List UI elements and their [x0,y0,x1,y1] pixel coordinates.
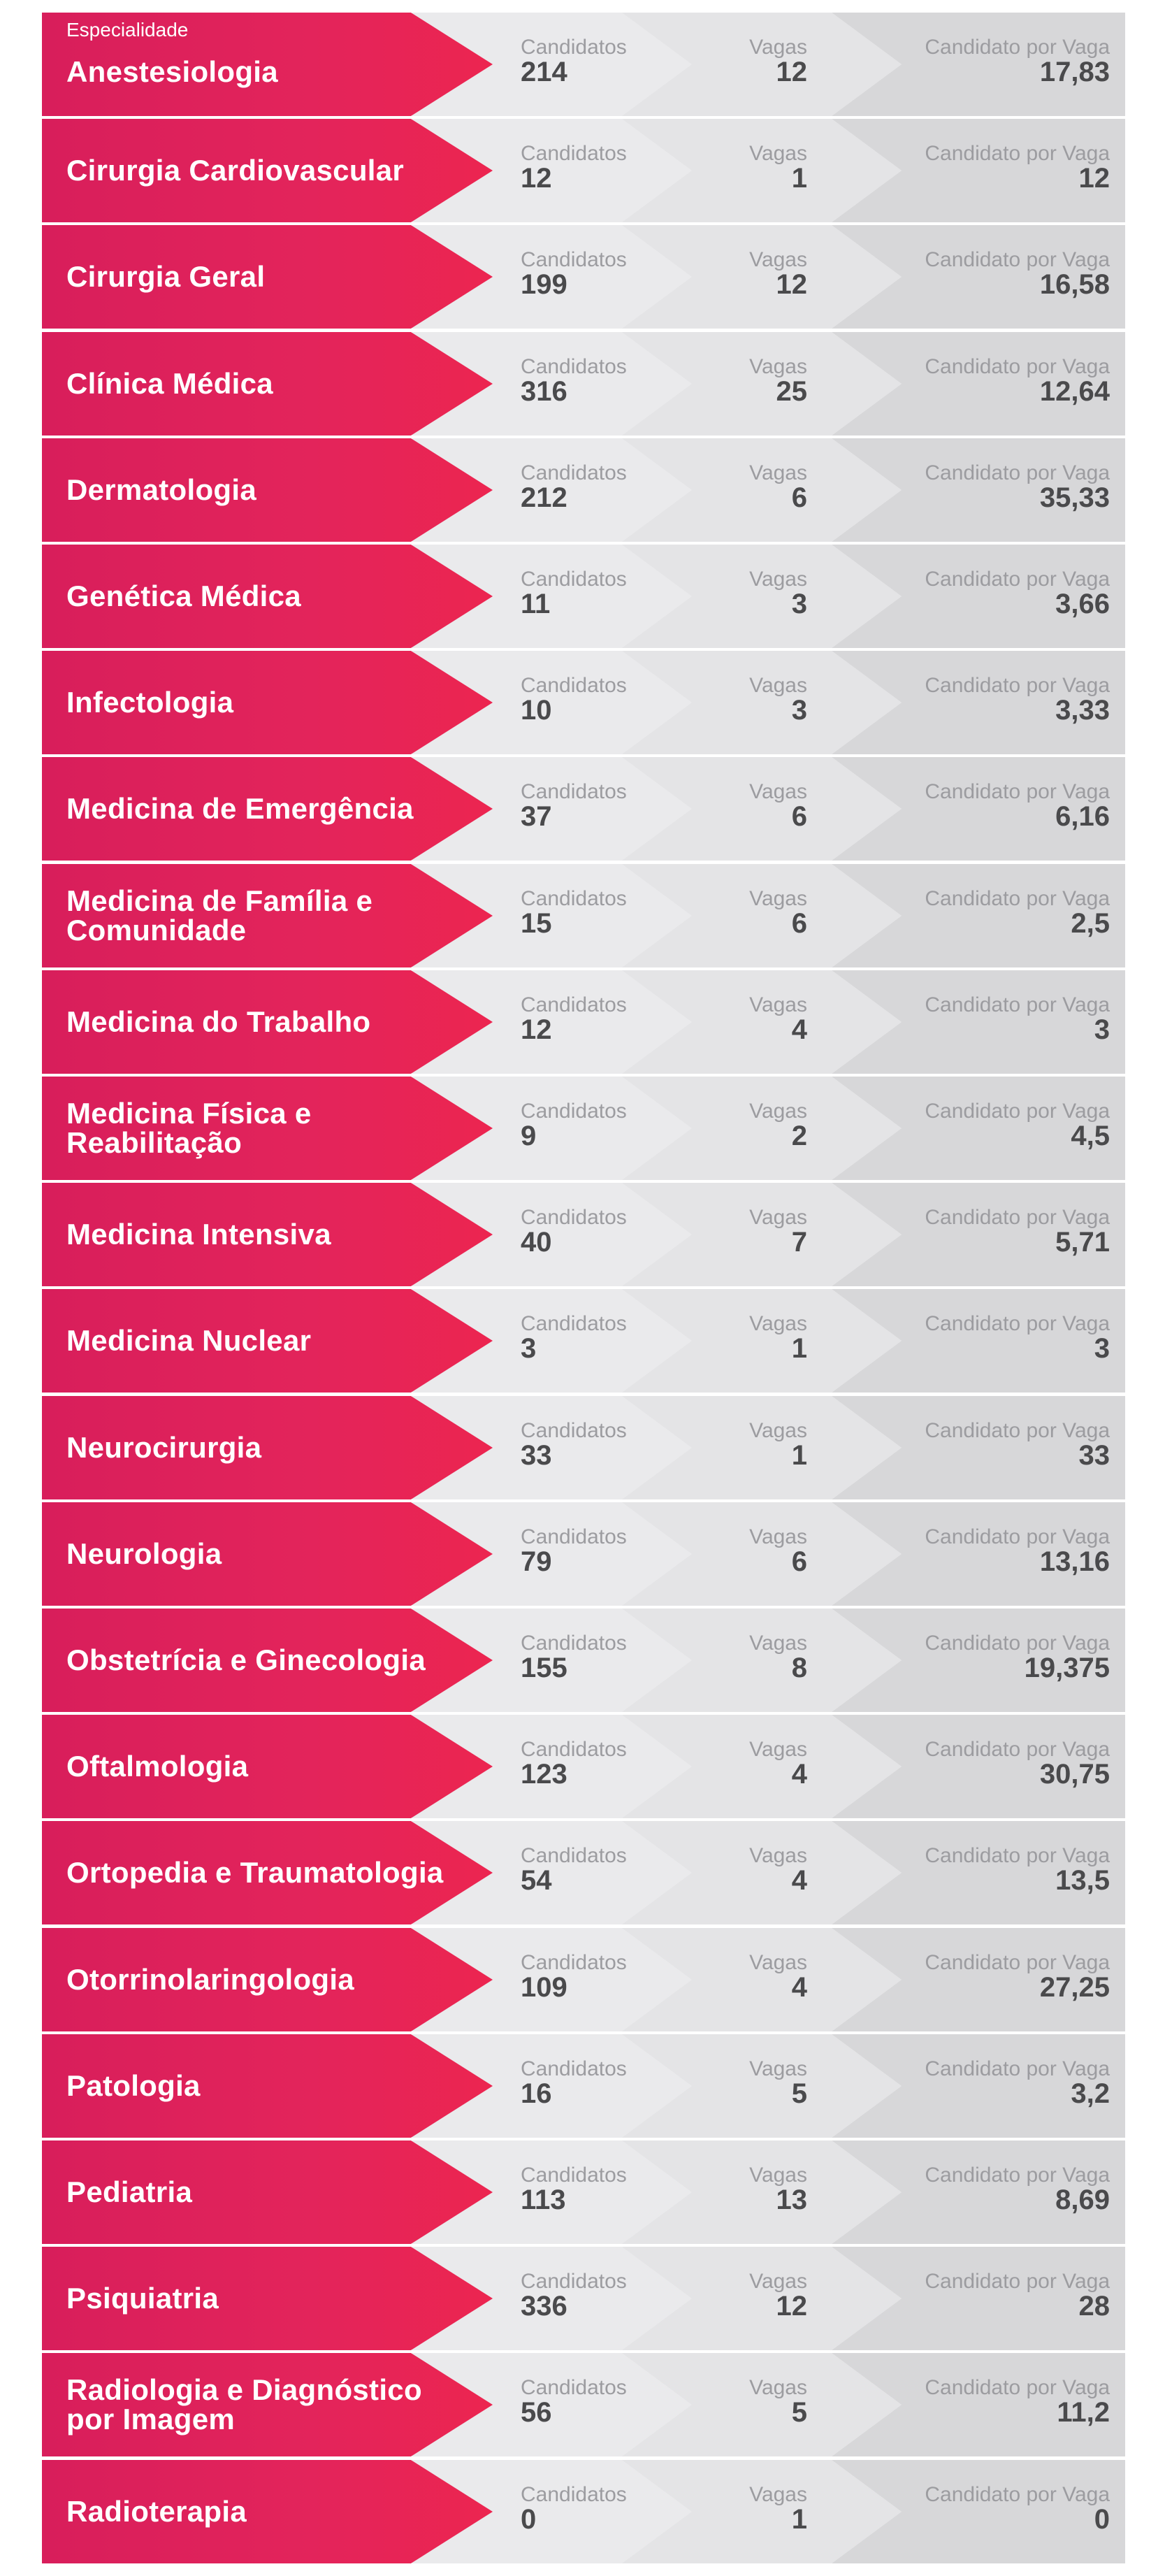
ratio-label: Candidato por Vaga [925,2376,1110,2399]
ratio-label: Candidato por Vaga [925,36,1110,59]
candidates-label: Candidatos [521,1100,627,1123]
candidates-value: 316 [521,376,567,407]
candidates-label: Candidatos [521,1312,627,1335]
vacancies-value: 1 [791,1333,807,1364]
vacancies-value: 5 [791,2078,807,2109]
vacancies-label: Vagas [749,2164,807,2187]
ratio-value: 35,33 [1039,482,1110,513]
candidates-value: 109 [521,1972,567,2003]
specialty-name: Obstetrícia e Ginecologia [66,1643,426,1676]
candidates-label: Candidatos [521,2376,627,2399]
ratio-label: Candidato por Vaga [925,1951,1110,1974]
candidates-value: 10 [521,695,552,726]
vacancies-label: Vagas [749,2483,807,2506]
table-row [42,119,1125,222]
vacancies-label: Vagas [749,1525,807,1548]
specialty-name: Radiologia e Diagnóstico por Imagem [66,2373,422,2435]
table-row [42,2034,1125,2138]
vacancies-value: 25 [776,376,807,407]
vacancies-label: Vagas [749,248,807,271]
vacancies-label: Vagas [749,461,807,484]
table-row [42,757,1125,861]
table-row [42,1715,1125,1818]
ratio-value: 11,2 [1057,2397,1110,2428]
vacancies-value: 12 [776,57,807,87]
specialty-header-label: Especialidade [66,19,189,41]
table-row [42,864,1125,967]
specialty-name: Medicina Intensiva [66,1218,331,1251]
candidates-label: Candidatos [521,2483,627,2506]
candidates-value: 113 [521,2185,566,2215]
ratio-value: 8,69 [1055,2185,1110,2215]
vacancies-label: Vagas [749,674,807,697]
specialty-name: Otorrinolaringologia [66,1963,354,1996]
table-row [42,13,1125,116]
vacancies-label: Vagas [749,1312,807,1335]
vacancies-label: Vagas [749,780,807,803]
candidates-label: Candidatos [521,568,627,591]
vacancies-value: 7 [791,1227,807,1258]
candidates-value: 123 [521,1759,567,1790]
specialty-name: Medicina Nuclear [66,1324,312,1357]
specialty-name: Patologia [66,2069,201,2102]
table-row [42,1396,1125,1499]
ratio-label: Candidato por Vaga [925,461,1110,484]
candidates-label: Candidatos [521,2057,627,2080]
candidates-value: 11 [521,589,551,619]
ratio-label: Candidato por Vaga [925,780,1110,803]
ratio-value: 0 [1094,2504,1110,2535]
ratio-value: 13,16 [1039,1546,1110,1577]
specialty-name: Infectologia [66,686,234,719]
candidates-value: 12 [521,1014,552,1045]
table-row [42,1077,1125,1180]
ratio-value: 5,71 [1055,1227,1110,1258]
ratio-value: 30,75 [1039,1759,1110,1790]
specialty-name: Medicina Física e Reabilitação [66,1097,312,1159]
vacancies-value: 12 [776,269,807,300]
candidates-label: Candidatos [521,461,627,484]
table-row [42,545,1125,648]
candidates-value: 56 [521,2397,552,2428]
ratio-label: Candidato por Vaga [925,993,1110,1016]
specialty-name: Medicina do Trabalho [66,1005,371,1038]
vacancies-label: Vagas [749,142,807,165]
ratio-value: 17,83 [1039,57,1110,87]
vacancies-value: 4 [791,1014,807,1045]
vacancies-value: 4 [791,1972,807,2003]
vacancies-value: 2 [791,1121,807,1151]
vacancies-value: 6 [791,908,807,939]
candidates-value: 9 [521,1121,537,1151]
specialty-name: Radioterapia [66,2495,247,2528]
ratio-label: Candidato por Vaga [925,674,1110,697]
candidates-label: Candidatos [521,355,627,378]
table-row [42,1821,1125,1924]
candidates-label: Candidatos [521,993,627,1016]
table-row [42,332,1125,436]
specialty-name: Pediatria [66,2175,193,2208]
candidates-value: 54 [521,1865,552,1896]
ratio-value: 16,58 [1039,269,1110,300]
specialty-name: Neurocirurgia [66,1431,262,1464]
ratio-label: Candidato por Vaga [925,887,1110,910]
vacancies-label: Vagas [749,2376,807,2399]
ratio-value: 28 [1078,2291,1110,2322]
candidates-label: Candidatos [521,2270,627,2293]
candidates-value: 40 [521,1227,552,1258]
candidates-value: 155 [521,1653,567,1683]
ratio-value: 27,25 [1039,1972,1110,2003]
table-row [42,1928,1125,2031]
ratio-value: 3 [1094,1333,1110,1364]
ratio-label: Candidato por Vaga [925,568,1110,591]
candidates-value: 3 [521,1333,537,1364]
specialty-name: Ortopedia e Traumatologia [66,1856,444,1889]
candidates-label: Candidatos [521,1738,627,1761]
vacancies-label: Vagas [749,2270,807,2293]
candidates-label: Candidatos [521,36,627,59]
table-row [42,1183,1125,1286]
vacancies-value: 4 [791,1759,807,1790]
candidates-label: Candidatos [521,1206,627,1229]
candidates-value: 37 [521,801,552,832]
candidates-value: 12 [521,163,552,194]
vacancies-label: Vagas [749,1206,807,1229]
specialty-name: Medicina de Emergência [66,792,414,825]
candidates-label: Candidatos [521,142,627,165]
ratio-label: Candidato por Vaga [925,2483,1110,2506]
candidates-label: Candidatos [521,674,627,697]
ratio-value: 3 [1094,1014,1110,1045]
vacancies-label: Vagas [749,1951,807,1974]
candidates-value: 16 [521,2078,552,2109]
ratio-value: 3,66 [1055,589,1110,619]
ratio-value: 33 [1078,1440,1110,1471]
candidates-value: 336 [521,2291,567,2322]
vacancies-value: 3 [791,589,807,619]
ratio-label: Candidato por Vaga [925,248,1110,271]
ratio-label: Candidato por Vaga [925,1312,1110,1335]
table-row [42,1609,1125,1712]
candidates-value: 214 [521,57,567,87]
specialty-name: Clínica Médica [66,367,273,400]
candidates-label: Candidatos [521,780,627,803]
candidates-label: Candidatos [521,1525,627,1548]
specialty-name: Medicina de Família e Comunidade [66,884,373,947]
vacancies-value: 1 [791,163,807,194]
vacancies-value: 1 [791,2504,807,2535]
table-row [42,651,1125,754]
specialty-name: Cirurgia Geral [66,260,266,293]
specialty-name: Psiquiatria [66,2282,219,2315]
table-row [42,1502,1125,1606]
vacancies-value: 4 [791,1865,807,1896]
specialty-name: Oftalmologia [66,1750,249,1783]
ratio-label: Candidato por Vaga [925,1100,1110,1123]
vacancies-label: Vagas [749,1100,807,1123]
table-row [42,2353,1125,2456]
vacancies-value: 13 [776,2185,807,2215]
vacancies-label: Vagas [749,1738,807,1761]
candidates-value: 212 [521,482,567,513]
candidates-label: Candidatos [521,1632,627,1655]
table-row [42,2247,1125,2350]
vacancies-label: Vagas [749,1844,807,1867]
table-row [42,1289,1125,1393]
ratio-label: Candidato por Vaga [925,1206,1110,1229]
candidates-value: 15 [521,908,552,939]
table-row [42,2460,1125,2563]
ratio-label: Candidato por Vaga [925,142,1110,165]
ratio-value: 4,5 [1071,1121,1110,1151]
vacancies-value: 6 [791,1546,807,1577]
candidates-label: Candidatos [521,2164,627,2187]
vacancies-value: 8 [791,1653,807,1683]
ratio-label: Candidato por Vaga [925,355,1110,378]
vacancies-label: Vagas [749,1632,807,1655]
ratio-label: Candidato por Vaga [925,1525,1110,1548]
vacancies-label: Vagas [749,887,807,910]
specialty-name: Neurologia [66,1537,222,1570]
candidates-value: 199 [521,269,567,300]
ratio-value: 3,33 [1055,695,1110,726]
vacancies-value: 5 [791,2397,807,2428]
vacancies-label: Vagas [749,993,807,1016]
specialty-name: Genética Médica [66,580,301,612]
vacancies-value: 6 [791,801,807,832]
ratio-value: 6,16 [1055,801,1110,832]
ratio-label: Candidato por Vaga [925,1632,1110,1655]
table-row [42,225,1125,329]
vacancies-value: 12 [776,2291,807,2322]
vacancies-label: Vagas [749,355,807,378]
specialty-name: Anestesiologia [66,55,278,88]
candidates-label: Candidatos [521,1951,627,1974]
vacancies-value: 3 [791,695,807,726]
vacancies-value: 1 [791,1440,807,1471]
ratio-label: Candidato por Vaga [925,1738,1110,1761]
ratio-value: 12 [1078,163,1110,194]
table-row [42,970,1125,1074]
candidates-label: Candidatos [521,1844,627,1867]
ratio-value: 3,2 [1071,2078,1110,2109]
ratio-label: Candidato por Vaga [925,2270,1110,2293]
ratio-value: 13,5 [1055,1865,1110,1896]
candidates-label: Candidatos [521,248,627,271]
ratio-label: Candidato por Vaga [925,1844,1110,1867]
ratio-label: Candidato por Vaga [925,2164,1110,2187]
specialty-name: Cirurgia Cardiovascular [66,154,405,187]
vacancies-label: Vagas [749,1419,807,1442]
candidates-value: 0 [521,2504,537,2535]
candidates-label: Candidatos [521,1419,627,1442]
ratio-value: 12,64 [1039,376,1110,407]
candidates-label: Candidatos [521,887,627,910]
vacancies-value: 6 [791,482,807,513]
table-row [42,2140,1125,2244]
candidates-value: 33 [521,1440,552,1471]
vacancies-label: Vagas [749,568,807,591]
vacancies-label: Vagas [749,36,807,59]
candidates-value: 79 [521,1546,552,1577]
ratio-value: 19,375 [1024,1653,1110,1683]
ratio-label: Candidato por Vaga [925,2057,1110,2080]
table-row [42,438,1125,542]
ratio-value: 2,5 [1071,908,1110,939]
ratio-label: Candidato por Vaga [925,1419,1110,1442]
vacancies-label: Vagas [749,2057,807,2080]
specialty-name: Dermatologia [66,473,256,506]
